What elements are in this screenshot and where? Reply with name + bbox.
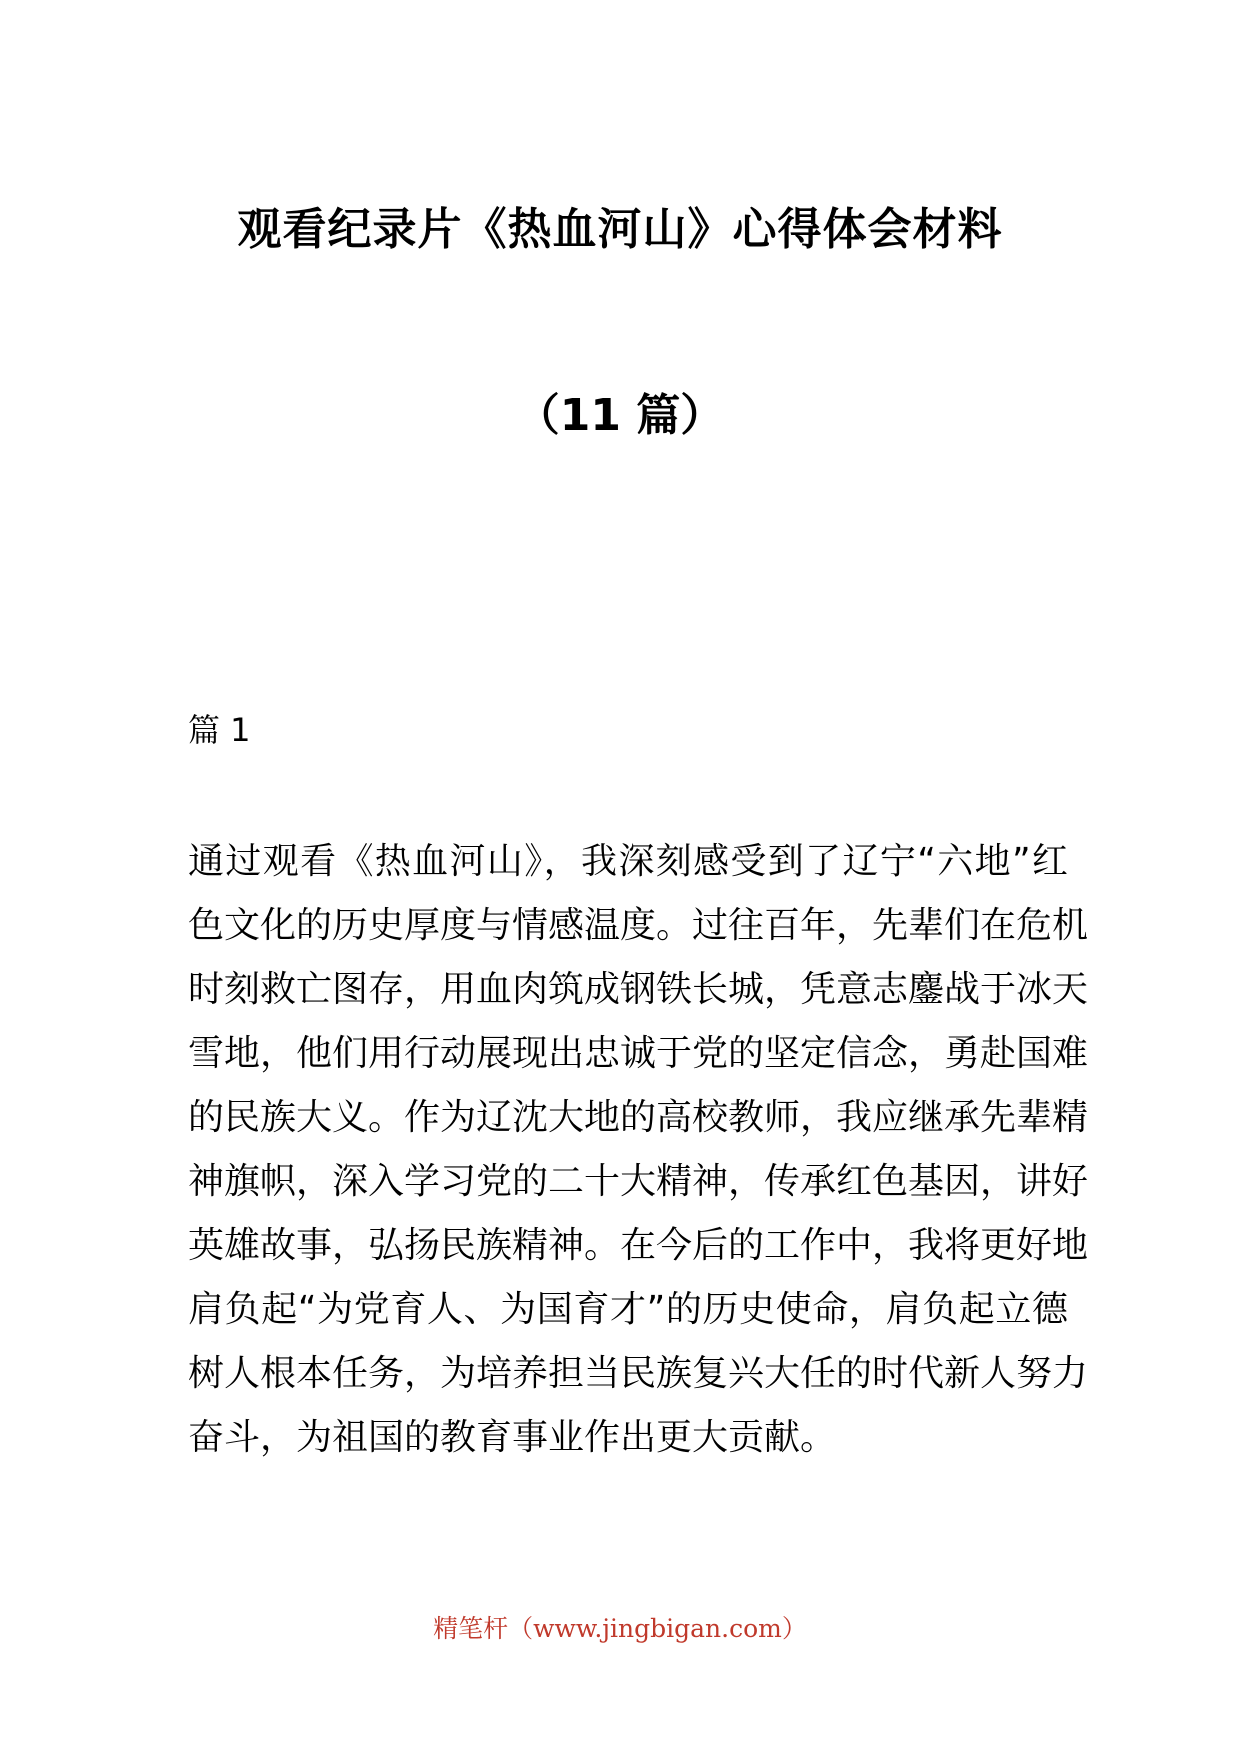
paragraph-line: 色文化的历史厚度与情感温度。过往百年，先辈们在危机 [188, 905, 1089, 946]
paragraph-line: 英雄故事，弘扬民族精神。在今后的工作中，我将更好地 [188, 1225, 1089, 1266]
paragraph-line: 肩负起“为党育人、为国育才”的历史使命，肩负起立德 [188, 1289, 1068, 1330]
document-title: 观看纪录片《热血河山》心得体会材料 [237, 204, 1003, 255]
body-paragraph [188, 830, 1089, 1470]
paragraph-line: 奋斗，为祖国的教育事业作出更大贡献。 [188, 1417, 837, 1458]
section-label: 篇 1 [188, 711, 251, 749]
paragraph-line: 通过观看《热血河山》，我深刻感受到了辽宁“六地”红 [188, 841, 1068, 882]
paragraph-line: 雪地，他们用行动展现出忠诚于党的坚定信念，勇赴国难 [188, 1033, 1089, 1074]
footer-watermark: 精笔杆（www.jingbigan.com） [433, 1614, 807, 1643]
paragraph-line: 时刻救亡图存，用血肉筑成钢铁长城，凭意志鏖战于冰天 [188, 969, 1089, 1010]
paragraph-line: 神旗帜，深入学习党的二十大精神，传承红色基因，讲好 [188, 1161, 1089, 1202]
paragraph-line: 树人根本任务，为培养担当民族复兴大任的时代新人努力 [188, 1353, 1089, 1394]
document-subtitle: （11 篇） [515, 390, 725, 441]
paragraph-line: 的民族大义。作为辽沈大地的高校教师，我应继承先辈精 [188, 1097, 1089, 1138]
